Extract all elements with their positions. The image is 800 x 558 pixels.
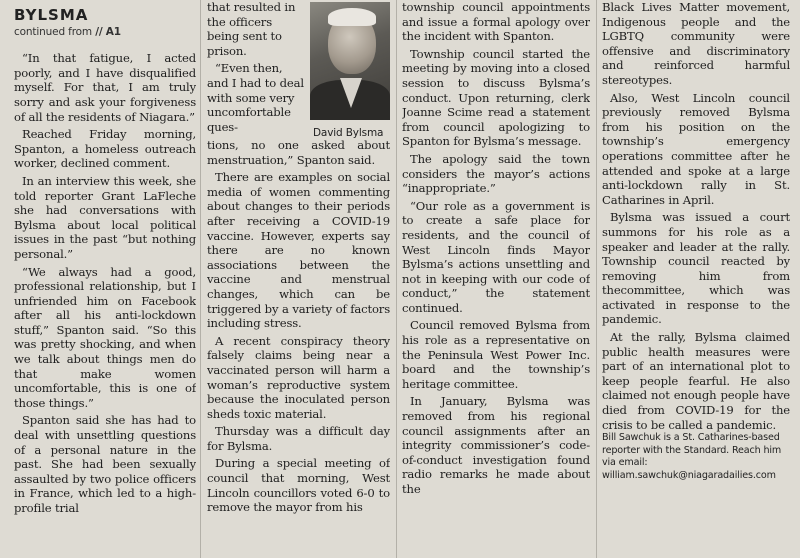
column-divider [396, 0, 397, 558]
column-3 [402, 0, 590, 558]
paragraph: Township council started the meeting by moving into a closed session to discuss Bylsma’s conduct. Upon returning, clerk Joanne Scime read a statement from council apologizing to Spanton for Bylsma’s message. [402, 46, 590, 149]
portrait-hair [328, 8, 376, 26]
photo-caption: David Bylsma [313, 127, 384, 139]
author-bio: Bill Sawchuk is a St. Catharines-based reporter with the Standard. Reach him via email: william.sawchuk@niagaradailies.com [602, 432, 782, 481]
paragraph: Bylsma was issued a court summons for his role as a speaker and leader at the rally. Township council reacted by removing him from thecommittee, which was activated in response to the pandemic. [602, 210, 790, 327]
portrait-photo [310, 2, 390, 120]
paragraph: At the rally, Bylsma claimed public health measures were part of an international plot to keep people fearful. He also claimed not enough people have died from COVID-19 for the crisis to be called a pandemic. [602, 330, 790, 432]
column-1 [14, 0, 196, 558]
paragraph: that resulted in the officers being sent to prison. [207, 0, 296, 58]
continued-prefix: continued from [14, 25, 92, 38]
continued-from-line [14, 25, 196, 40]
column-2 [207, 0, 390, 558]
paragraph: “Even then, and I had to deal with some very uncomfortable ques- [207, 61, 304, 134]
column-divider [596, 0, 597, 558]
paragraph: In an interview this week, she told reporter Grant LaFleche she had conversations with Bylsma about local political issues in the past “but nothing personal.” [14, 173, 196, 261]
paragraph: In January, Bylsma was removed from his regional council assignments after an integrity commissioner’s code-of-conduct investigation found radio remarks he made about the [402, 394, 590, 496]
paragraph: “We always had a good, professional relationship, but I unfriended him on Facebook after all his anti-lockdown stuff,” Spanton said. “So this was pretty shocking, and when we talk about things men do that make women uncomfortable, this is one of those things.” [14, 264, 196, 410]
paragraph: Council removed Bylsma from his role as a representative on the Peninsula West Power Inc. board and the township’s heritage committee. [402, 318, 590, 391]
paragraph: Thursday was a difficult day for Bylsma. [207, 424, 390, 453]
paragraph: Black Lives Matter movement, Indigenous people and the LGBTQ community were offensive and discriminatory and reinforced harmful stereotypes. [602, 0, 790, 87]
paragraph: “Our role as a government is to create a safe place for residents, and the council of West Lincoln finds Mayor Bylsma’s actions unsettling and not in keeping with our code of conduct,” the statement continued. [402, 198, 590, 315]
paragraph: “In that fatigue, I acted poorly, and I have disqualified myself. For that, I am truly sorry and ask your forgiveness of all the residents of Niagara.” [14, 51, 196, 124]
text-beside-photo [207, 0, 305, 134]
photo-block [207, 0, 390, 138]
paragraph: tions, no one asked about menstruation,” Spanton said. [207, 138, 390, 167]
paragraph: Reached Friday morning, Spanton, a homeless outreach worker, declined comment. [14, 127, 196, 171]
paragraph: Also, West Lincoln council previously removed Bylsma from his position on the township’s emergency operations committee after he attended and spoke at a large anti-lockdown rally in St. Catharines in April. [602, 90, 790, 207]
continued-page-ref: A1 [105, 25, 121, 38]
paragraph: During a special meeting of council that morning, West Lincoln councillors voted 6-0 to remove the mayor from his [207, 456, 390, 515]
column-divider [200, 0, 201, 558]
paragraph: Spanton said she has had to deal with unsettling questions of a personal nature in the past. She had been sexually assaulted by two police officers in France, which led to a high-profile trial [14, 413, 196, 515]
paragraph: There are examples on social media of women commenting about changes to their periods after receiving a COVID-19 vaccine. However, experts say there are no known associations between the vaccine and menstrual changes, which can be triggered by a variety of factors including stress. [207, 170, 390, 331]
paragraph: township council appointments and issue a formal apology over the incident with Spanton. [402, 0, 590, 44]
story-slug: BYLSMA [14, 6, 89, 24]
paragraph: A recent conspiracy theory falsely claims being near a vaccinated person will harm a woman’s reproductive system because the inoculated person sheds toxic material. [207, 333, 390, 421]
paragraph: The apology said the town considers the mayor’s actions “inappropriate.” [402, 151, 590, 196]
column-4 [602, 0, 790, 558]
continued-separator: // [95, 25, 103, 38]
